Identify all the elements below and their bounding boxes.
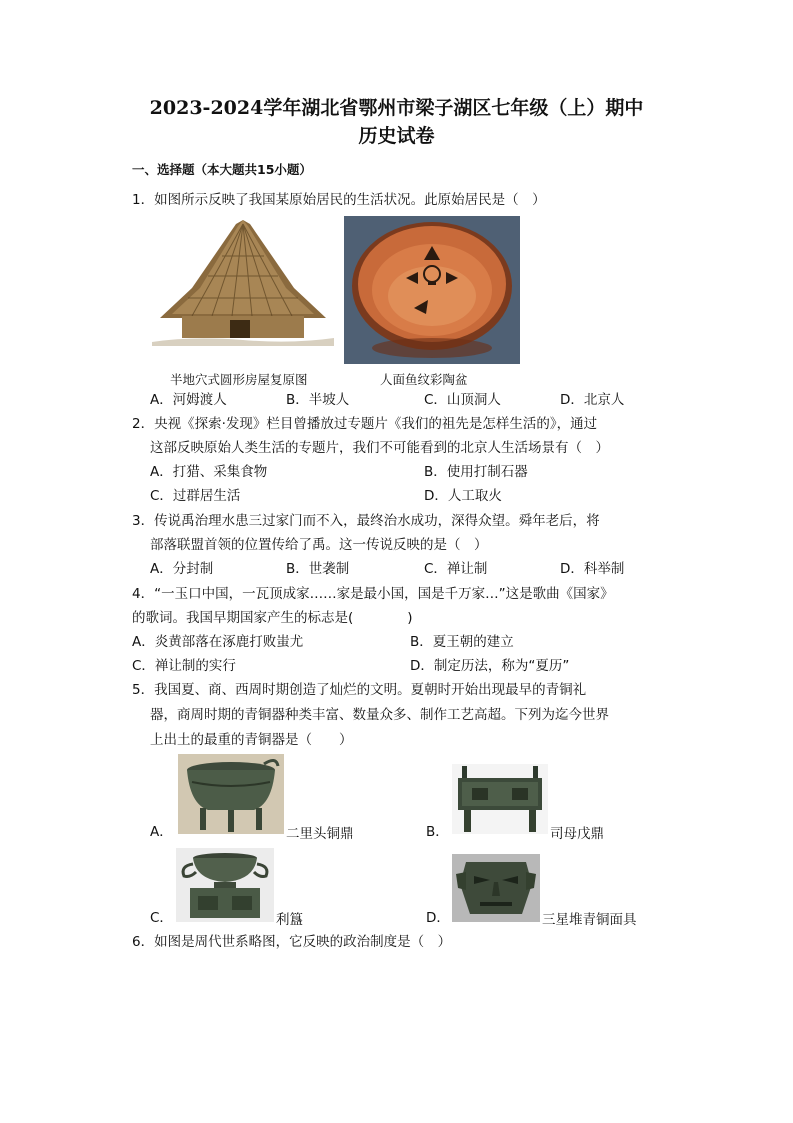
q5-option-c-name[interactable]: 利簋	[276, 912, 303, 928]
q1-image1-caption: 半地穴式圆形房屋复原图	[170, 372, 308, 387]
sanxingdui-bronze-mask-image[interactable]	[452, 854, 540, 922]
q2-stem-line1: 2．央视《探索·发现》栏目曾播放过专题片《我们的祖先是怎样生活的》，通过	[132, 416, 598, 432]
q5-stem-line2: 器，商周时期的青铜器种类丰富、数量众多、制作工艺高超。下列为迄今世界	[150, 707, 609, 723]
q3-option-c[interactable]: C．禅让制	[424, 561, 488, 577]
q1-image2-caption: 人面鱼纹彩陶盆	[380, 372, 468, 387]
section-heading: 一、选择题（本大题共15小题）	[132, 162, 312, 177]
q5-option-d-letter[interactable]: D．	[426, 910, 450, 926]
q3-option-b[interactable]: B．世袭制	[286, 561, 350, 577]
q4-option-a[interactable]: A．炎黄部落在涿鹿打败蚩尤	[132, 634, 304, 650]
hut-image	[152, 216, 334, 364]
q4-stem-line2: 的歌词。我国早期国家产生的标志是( )	[132, 610, 413, 626]
q1-option-b[interactable]: B．半坡人	[286, 392, 350, 408]
q3-option-d[interactable]: D．科举制	[560, 561, 625, 577]
q3-option-a[interactable]: A．分封制	[150, 561, 214, 577]
q6-stem: 6．如图是周代世系略图，它反映的政治制度是（ ）	[132, 934, 452, 950]
q5-stem-line3: 上出土的最重的青铜器是（ ）	[150, 732, 353, 748]
q4-option-c[interactable]: C．禅让制的实行	[132, 658, 236, 674]
q5-option-d-name[interactable]: 三星堆青铜面具	[542, 912, 637, 928]
q5-option-a-letter[interactable]: A．	[150, 824, 173, 840]
q2-option-a[interactable]: A．打猎、采集食物	[150, 464, 268, 480]
q4-option-d[interactable]: D．制定历法，称为“夏历”	[410, 658, 570, 674]
q5-option-b-name[interactable]: 司母戊鼎	[550, 826, 604, 842]
q5-option-a-name[interactable]: 二里头铜鼎	[286, 826, 354, 842]
q5-option-b-letter[interactable]: B．	[426, 824, 449, 840]
q2-stem-line2: 这部反映原始人类生活的专题片，我们不可能看到的北京人生活场景有（ ）	[150, 440, 609, 456]
erlitou-bronze-ding-image[interactable]	[178, 754, 284, 834]
exam-title-line1: 2023-2024学年湖北省鄂州市梁子湖区七年级（上）期中	[149, 97, 644, 119]
q4-stem-line1: 4．“一玉口中国，一瓦顶成家……家是最小国，国是千万家…”这是歌曲《国家》	[132, 586, 614, 602]
q1-option-c[interactable]: C．山顶洞人	[424, 392, 501, 408]
exam-title-line2: 历史试卷	[358, 125, 435, 147]
q1-option-d[interactable]: D．北京人	[560, 392, 625, 408]
q4-option-b[interactable]: B．夏王朝的建立	[410, 634, 514, 650]
q1-stem: 1．如图所示反映了我国某原始居民的生活状况。此原始居民是（ ）	[132, 192, 546, 208]
q2-option-d[interactable]: D．人工取火	[424, 488, 502, 504]
simuwu-ding-image[interactable]	[452, 764, 548, 834]
q2-option-b[interactable]: B．使用打制石器	[424, 464, 528, 480]
q1-option-a[interactable]: A．河姆渡人	[150, 392, 227, 408]
q2-option-c[interactable]: C．过群居生活	[150, 488, 241, 504]
q3-stem-line2: 部落联盟首领的位置传给了禹。这一传说反映的是（ ）	[150, 537, 488, 553]
painted-pottery-basin-image	[344, 216, 520, 364]
q3-stem-line1: 3．传说禹治理水患三过家门而不入，最终治水成功，深得众望。舜年老后，将	[132, 513, 600, 529]
q5-option-c-letter[interactable]: C．	[150, 910, 173, 926]
li-gui-image[interactable]	[176, 848, 274, 922]
q5-stem-line1: 5．我国夏、商、西周时期创造了灿烂的文明。夏朝时开始出现最早的青铜礼	[132, 682, 587, 698]
